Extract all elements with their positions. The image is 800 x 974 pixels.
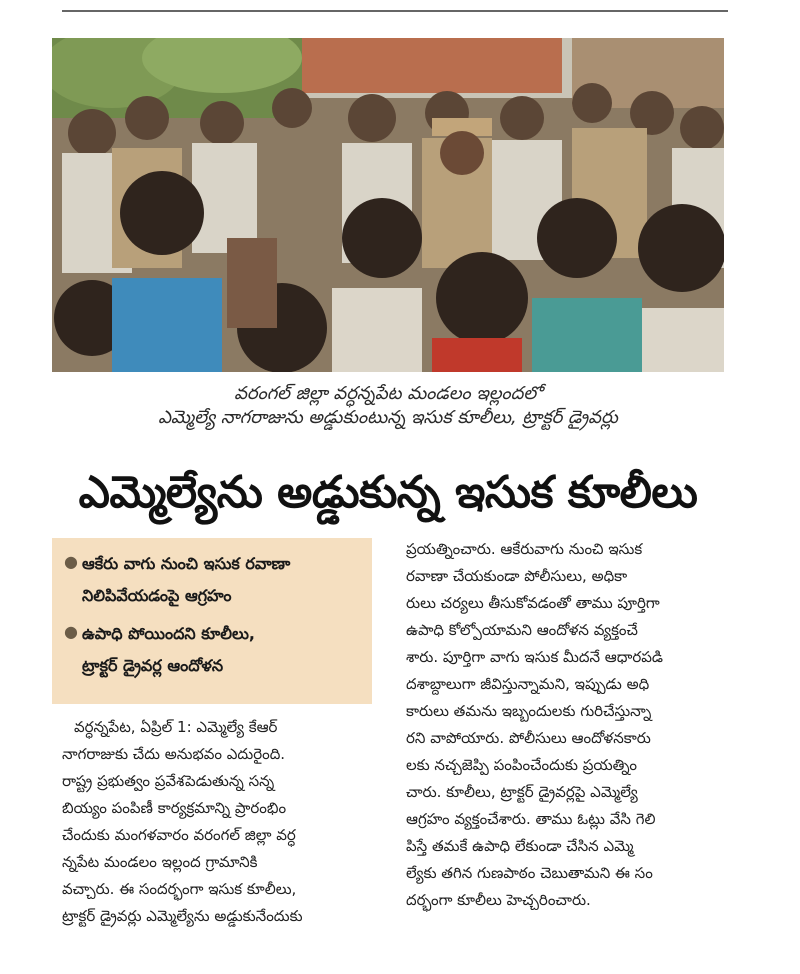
article-line: లకు నచ్చజెప్పి పంపించేందుకు ప్రయత్నిం [406,756,637,774]
article-line: ల్యేకు తగిన గుణపాఠం చెబుతామని ఈ సం [406,864,653,882]
crowd-photo-illustration [52,38,724,372]
headline: ఎమ్మెల్యేను అడ్డుకున్న ఇసుక కూలీలు [78,467,698,518]
highlight-line: ట్రాక్టర్ డ్రైవర్ల ఆందోళన [82,656,224,675]
bullet-icon: ● [64,552,78,571]
article-column-left [62,714,378,930]
bullet-icon: ● [64,622,78,641]
highlight-item [64,548,360,612]
highlights-box [52,538,372,704]
news-photo [52,38,724,372]
highlight-text [82,618,255,682]
article-line: వచ్చారు. ఈ సందర్భంగా ఇసుక కూలీలు, [62,880,297,898]
article-column-right [406,536,728,914]
photo-caption [52,382,724,430]
article-line: బియ్యం పంపిణీ కార్యక్రమాన్ని ప్రారంభిం [62,799,287,817]
article-line: దశాబ్దాలుగా జీవిస్తున్నామని, ఇప్పుడు అధి [406,675,650,693]
article-line: ప్రయత్నించారు. ఆకేరువాగు నుంచి ఇసుక [406,540,643,558]
highlight-item [64,618,360,682]
article-line: నాగరాజుకు చేదు అనుభవం ఎదురైంది. [62,745,286,763]
highlight-line: ఉపాధి పోయిందని కూలీలు, [82,624,255,643]
highlight-text [82,548,290,612]
article-line: చారు. కూలీలు, ట్రాక్టర్ డ్రైవర్లపై ఎమ్మెల్యే [406,783,638,801]
caption-line-1: వరంగల్ జిల్లా వర్ధన్నపేట మండలం ఇల్లందలో [234,383,542,404]
article-line: న్నపేట మండలం ఇల్లంద గ్రామానికి [62,853,258,871]
article-line: వర్ధన్నపేట, ఏప్రిల్ 1: ఎమ్మెల్యే కేఆర్ [74,718,278,736]
article-line: ట్రాక్టర్ డ్రైవర్లు ఎమ్మెల్యేను అడ్డుకునేందుకు [62,907,303,925]
article-line: ఉపాధి కోల్పోయామని ఆందోళన వ్యక్తంచే [406,621,638,639]
article-line: దర్భంగా కూలీలు హెచ్చరించారు. [406,891,591,909]
highlight-line: నిలిపివేయడంపై ఆగ్రహం [82,586,232,605]
top-rule [62,10,728,12]
article-line: శారు. పూర్తిగా వాగు ఇసుక మీదనే ఆధారపడి [406,648,664,666]
article-line: పిస్తే తమకే ఉపాధి లేకుండా చేసిన ఎమ్మె [406,837,634,855]
article-line: చేందుకు మంగళవారం వరంగల్ జిల్లా వర్ధ [62,826,296,844]
article-line: కారులు తమను ఇబ్బందులకు గురిచేస్తున్నా [406,702,652,720]
highlight-line: ఆకేరు వాగు నుంచి ఇసుక రవాణా [82,554,291,573]
article-line: రులు చర్యలు తీసుకోవడంతో తాము పూర్తిగా [406,594,660,612]
article-line: రవాణా చేయకుండా పోలీసులు, అధికా [406,567,628,585]
article-line: రని వాపోయారు. పోలీసులు ఆందోళనకారు [406,729,651,747]
caption-line-2: ఎమ్మెల్యే నాగరాజును అడ్డుకుంటున్న ఇసుక కూలీలు, ట్రాక్టర్ డ్రైవర్లు [158,407,618,428]
article-line: రాష్ట్ర ప్రభుత్వం ప్రవేశపెడుతున్న సన్న [62,772,275,790]
article-line: ఆగ్రహం వ్యక్తంచేశారు. తాము ఓట్లు వేసి గెలి [406,810,656,828]
